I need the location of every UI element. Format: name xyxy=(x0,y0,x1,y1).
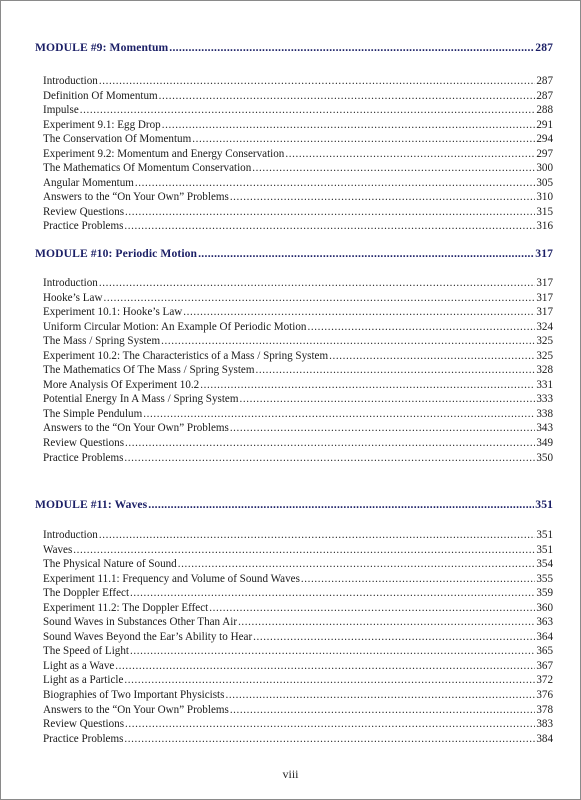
toc-entry xyxy=(35,717,553,732)
toc-entry xyxy=(35,688,553,703)
toc-entry xyxy=(35,451,553,466)
entry-page-number: 359 xyxy=(536,587,553,600)
entry-page-number: 384 xyxy=(536,732,553,745)
entry-page-number: 349 xyxy=(536,437,553,450)
module-9-section xyxy=(35,41,553,234)
entry-title: The Conservation Of Momentum xyxy=(43,133,192,146)
module-11-section xyxy=(35,498,553,746)
entry-page-number: 324 xyxy=(536,320,553,333)
toc-entry xyxy=(35,132,553,147)
entry-page-number: 328 xyxy=(536,364,553,377)
entry-page-number: 376 xyxy=(536,689,553,702)
entry-title: Answers to the “On Your Own” Problems xyxy=(43,703,229,716)
dot-leader xyxy=(103,291,535,306)
toc-entry xyxy=(35,586,553,601)
entry-title: Definition Of Momentum xyxy=(43,89,158,102)
entry-title: Review Questions xyxy=(43,205,125,218)
dot-leader xyxy=(285,147,535,162)
toc-entry xyxy=(35,421,553,436)
toc-entry xyxy=(35,528,553,543)
entry-page-number: 317 xyxy=(536,277,553,289)
entry-page-number: 351 xyxy=(536,529,553,541)
entry-title: The Doppler Effect xyxy=(43,587,130,600)
entry-title: Review Questions xyxy=(43,437,125,450)
dot-leader xyxy=(307,320,535,335)
entry-title: Angular Momentum xyxy=(43,176,134,189)
dot-leader xyxy=(238,615,535,630)
entry-title: Experiment 11.1: Frequency and Volume of Sound Waves xyxy=(43,572,300,585)
dot-leader xyxy=(135,176,535,191)
entry-page-number: 300 xyxy=(536,162,553,175)
entry-title: Biographies of Two Important Physicists xyxy=(43,689,225,702)
module-title: MODULE #11: Waves xyxy=(35,498,148,511)
toc-entry xyxy=(35,161,553,176)
entry-page-number: 364 xyxy=(536,630,553,643)
entry-page-number: 351 xyxy=(536,543,553,556)
dot-leader xyxy=(125,717,535,732)
dot-leader xyxy=(143,407,535,422)
toc-entry xyxy=(35,363,553,378)
entry-page-number: 310 xyxy=(536,191,553,204)
entry-page-number: 378 xyxy=(536,703,553,716)
entry-title: More Analysis Of Experiment 10.2 xyxy=(43,378,200,391)
entry-page-number: 372 xyxy=(536,674,553,687)
entry-page-number: 325 xyxy=(536,349,553,362)
entry-title: The Mathematics Of The Mass / Spring System xyxy=(43,364,255,377)
toc-entry xyxy=(35,147,553,162)
toc-entry xyxy=(35,732,553,747)
entry-page-number: 333 xyxy=(536,393,553,406)
entry-title: The Physical Nature of Sound xyxy=(43,558,177,571)
toc-entry xyxy=(35,103,553,118)
dot-leader xyxy=(178,557,536,572)
entry-title: Light as a Wave xyxy=(43,659,115,672)
entry-title: Introduction xyxy=(43,75,98,87)
entry-page-number: 288 xyxy=(536,104,553,117)
entry-title: The Mass / Spring System xyxy=(43,335,161,348)
dot-leader xyxy=(80,103,536,118)
entry-title: Introduction xyxy=(43,277,98,289)
entry-title: Sound Waves Beyond the Ear’s Ability to Hear xyxy=(43,630,253,643)
entry-title: Impulse xyxy=(43,104,79,117)
entry-title: Uniform Circular Motion: An Example Of Periodic Motion xyxy=(43,320,307,333)
module-heading xyxy=(35,247,553,260)
entry-page-number: 355 xyxy=(536,572,553,585)
entry-page-number: 343 xyxy=(536,422,553,435)
dot-leader xyxy=(301,572,535,587)
module-page-number: 317 xyxy=(535,247,553,260)
entry-title: Introduction xyxy=(43,529,98,541)
entry-page-number: 367 xyxy=(536,659,553,672)
toc-entry xyxy=(35,89,553,104)
toc-entry xyxy=(35,176,553,191)
dot-leader xyxy=(200,378,535,393)
entry-page-number: 317 xyxy=(536,306,553,319)
toc-entry xyxy=(35,630,553,645)
toc-entry xyxy=(35,557,553,572)
dot-leader xyxy=(124,451,535,466)
dot-leader xyxy=(99,528,536,543)
toc-entry xyxy=(35,349,553,364)
toc-entry xyxy=(35,378,553,393)
dot-leader xyxy=(225,688,535,703)
entry-list xyxy=(35,528,553,746)
entry-page-number: 317 xyxy=(536,291,553,304)
entry-title: Sound Waves in Substances Other Than Air xyxy=(43,616,238,629)
dot-leader xyxy=(124,219,535,234)
toc-entry xyxy=(35,392,553,407)
entry-title: Experiment 9.2: Momentum and Energy Conservation xyxy=(43,147,285,160)
dot-leader xyxy=(162,118,536,133)
toc-entry xyxy=(35,673,553,688)
dot-leader xyxy=(329,349,535,364)
toc-entry xyxy=(35,601,553,616)
module-page-number: 287 xyxy=(535,41,553,54)
dot-leader xyxy=(124,732,535,747)
module-heading xyxy=(35,498,553,511)
toc-entry xyxy=(35,74,553,89)
entry-page-number: 316 xyxy=(536,220,553,233)
entry-page-number: 350 xyxy=(536,451,553,464)
dot-leader xyxy=(125,436,535,451)
entry-page-number: 287 xyxy=(536,89,553,102)
toc-entry xyxy=(35,219,553,234)
dot-leader xyxy=(253,630,535,645)
toc-entry xyxy=(35,118,553,133)
entry-page-number: 383 xyxy=(536,718,553,731)
dot-leader xyxy=(99,276,536,291)
dot-leader xyxy=(252,161,535,176)
entry-page-number: 331 xyxy=(536,378,553,391)
toc-entry xyxy=(35,276,553,291)
toc-entry xyxy=(35,644,553,659)
entry-title: Experiment 10.1: Hooke’s Law xyxy=(43,306,183,319)
toc-entry xyxy=(35,190,553,205)
entry-title: Potential Energy In A Mass / Spring System xyxy=(43,393,239,406)
toc-entry xyxy=(35,659,553,674)
toc-entry xyxy=(35,572,553,587)
toc-entry xyxy=(35,436,553,451)
entry-title: Practice Problems xyxy=(43,732,124,745)
dot-leader xyxy=(115,659,535,674)
module-title: MODULE #10: Periodic Motion xyxy=(35,247,198,260)
module-title: MODULE #9: Momentum xyxy=(35,41,169,54)
entry-title: Hooke’s Law xyxy=(43,291,103,304)
entry-title: Light as a Particle xyxy=(43,674,124,687)
dot-leader xyxy=(230,703,536,718)
toc-entry xyxy=(35,703,553,718)
dot-leader xyxy=(159,89,536,104)
entry-list xyxy=(35,276,553,465)
toc-entry xyxy=(35,205,553,220)
dot-leader xyxy=(230,190,536,205)
toc-entry xyxy=(35,334,553,349)
module-heading xyxy=(35,41,553,54)
entry-title: Practice Problems xyxy=(43,220,124,233)
dot-leader xyxy=(169,41,534,54)
module-10-section xyxy=(35,247,553,465)
dot-leader xyxy=(161,334,535,349)
entry-title: Experiment 10.2: The Characteristics of a Mass / Spring System xyxy=(43,349,329,362)
dot-leader xyxy=(255,363,535,378)
dot-leader xyxy=(183,305,535,320)
dot-leader xyxy=(73,543,535,558)
dot-leader xyxy=(239,392,535,407)
toc-entry xyxy=(35,407,553,422)
entry-title: Waves xyxy=(43,543,73,556)
toc-entry xyxy=(35,320,553,335)
entry-page-number: 360 xyxy=(536,601,553,614)
dot-leader xyxy=(209,601,535,616)
entry-page-number: 365 xyxy=(536,645,553,658)
dot-leader xyxy=(99,74,536,89)
entry-title: Answers to the “On Your Own” Problems xyxy=(43,422,229,435)
entry-title: The Speed of Light xyxy=(43,645,129,658)
dot-leader xyxy=(230,421,536,436)
dot-leader xyxy=(148,498,534,511)
entry-page-number: 297 xyxy=(536,147,553,160)
entry-page-number: 363 xyxy=(536,616,553,629)
entry-page-number: 287 xyxy=(536,75,553,87)
dot-leader xyxy=(198,247,534,260)
entry-title: The Mathematics Of Momentum Conservation xyxy=(43,162,252,175)
entry-page-number: 354 xyxy=(536,558,553,571)
toc-entry xyxy=(35,543,553,558)
entry-list xyxy=(35,74,553,234)
entry-page-number: 338 xyxy=(536,407,553,420)
toc-entry xyxy=(35,291,553,306)
entry-title: Experiment 9.1: Egg Drop xyxy=(43,118,161,131)
entry-page-number: 315 xyxy=(536,205,553,218)
entry-title: The Simple Pendulum xyxy=(43,407,143,420)
entry-title: Review Questions xyxy=(43,718,125,731)
toc-entry xyxy=(35,615,553,630)
entry-page-number: 291 xyxy=(536,118,553,131)
entry-page-number: 325 xyxy=(536,335,553,348)
entry-title: Answers to the “On Your Own” Problems xyxy=(43,191,229,204)
page-number-footer: viii xyxy=(282,767,299,781)
dot-leader xyxy=(192,132,535,147)
toc-entry xyxy=(35,305,553,320)
dot-leader xyxy=(124,673,535,688)
entry-page-number: 294 xyxy=(536,133,553,146)
module-page-number: 351 xyxy=(535,498,553,511)
entry-title: Experiment 11.2: The Doppler Effect xyxy=(43,601,209,614)
dot-leader xyxy=(125,205,535,220)
dot-leader xyxy=(130,644,535,659)
dot-leader xyxy=(130,586,535,601)
entry-title: Practice Problems xyxy=(43,451,124,464)
entry-page-number: 305 xyxy=(536,176,553,189)
